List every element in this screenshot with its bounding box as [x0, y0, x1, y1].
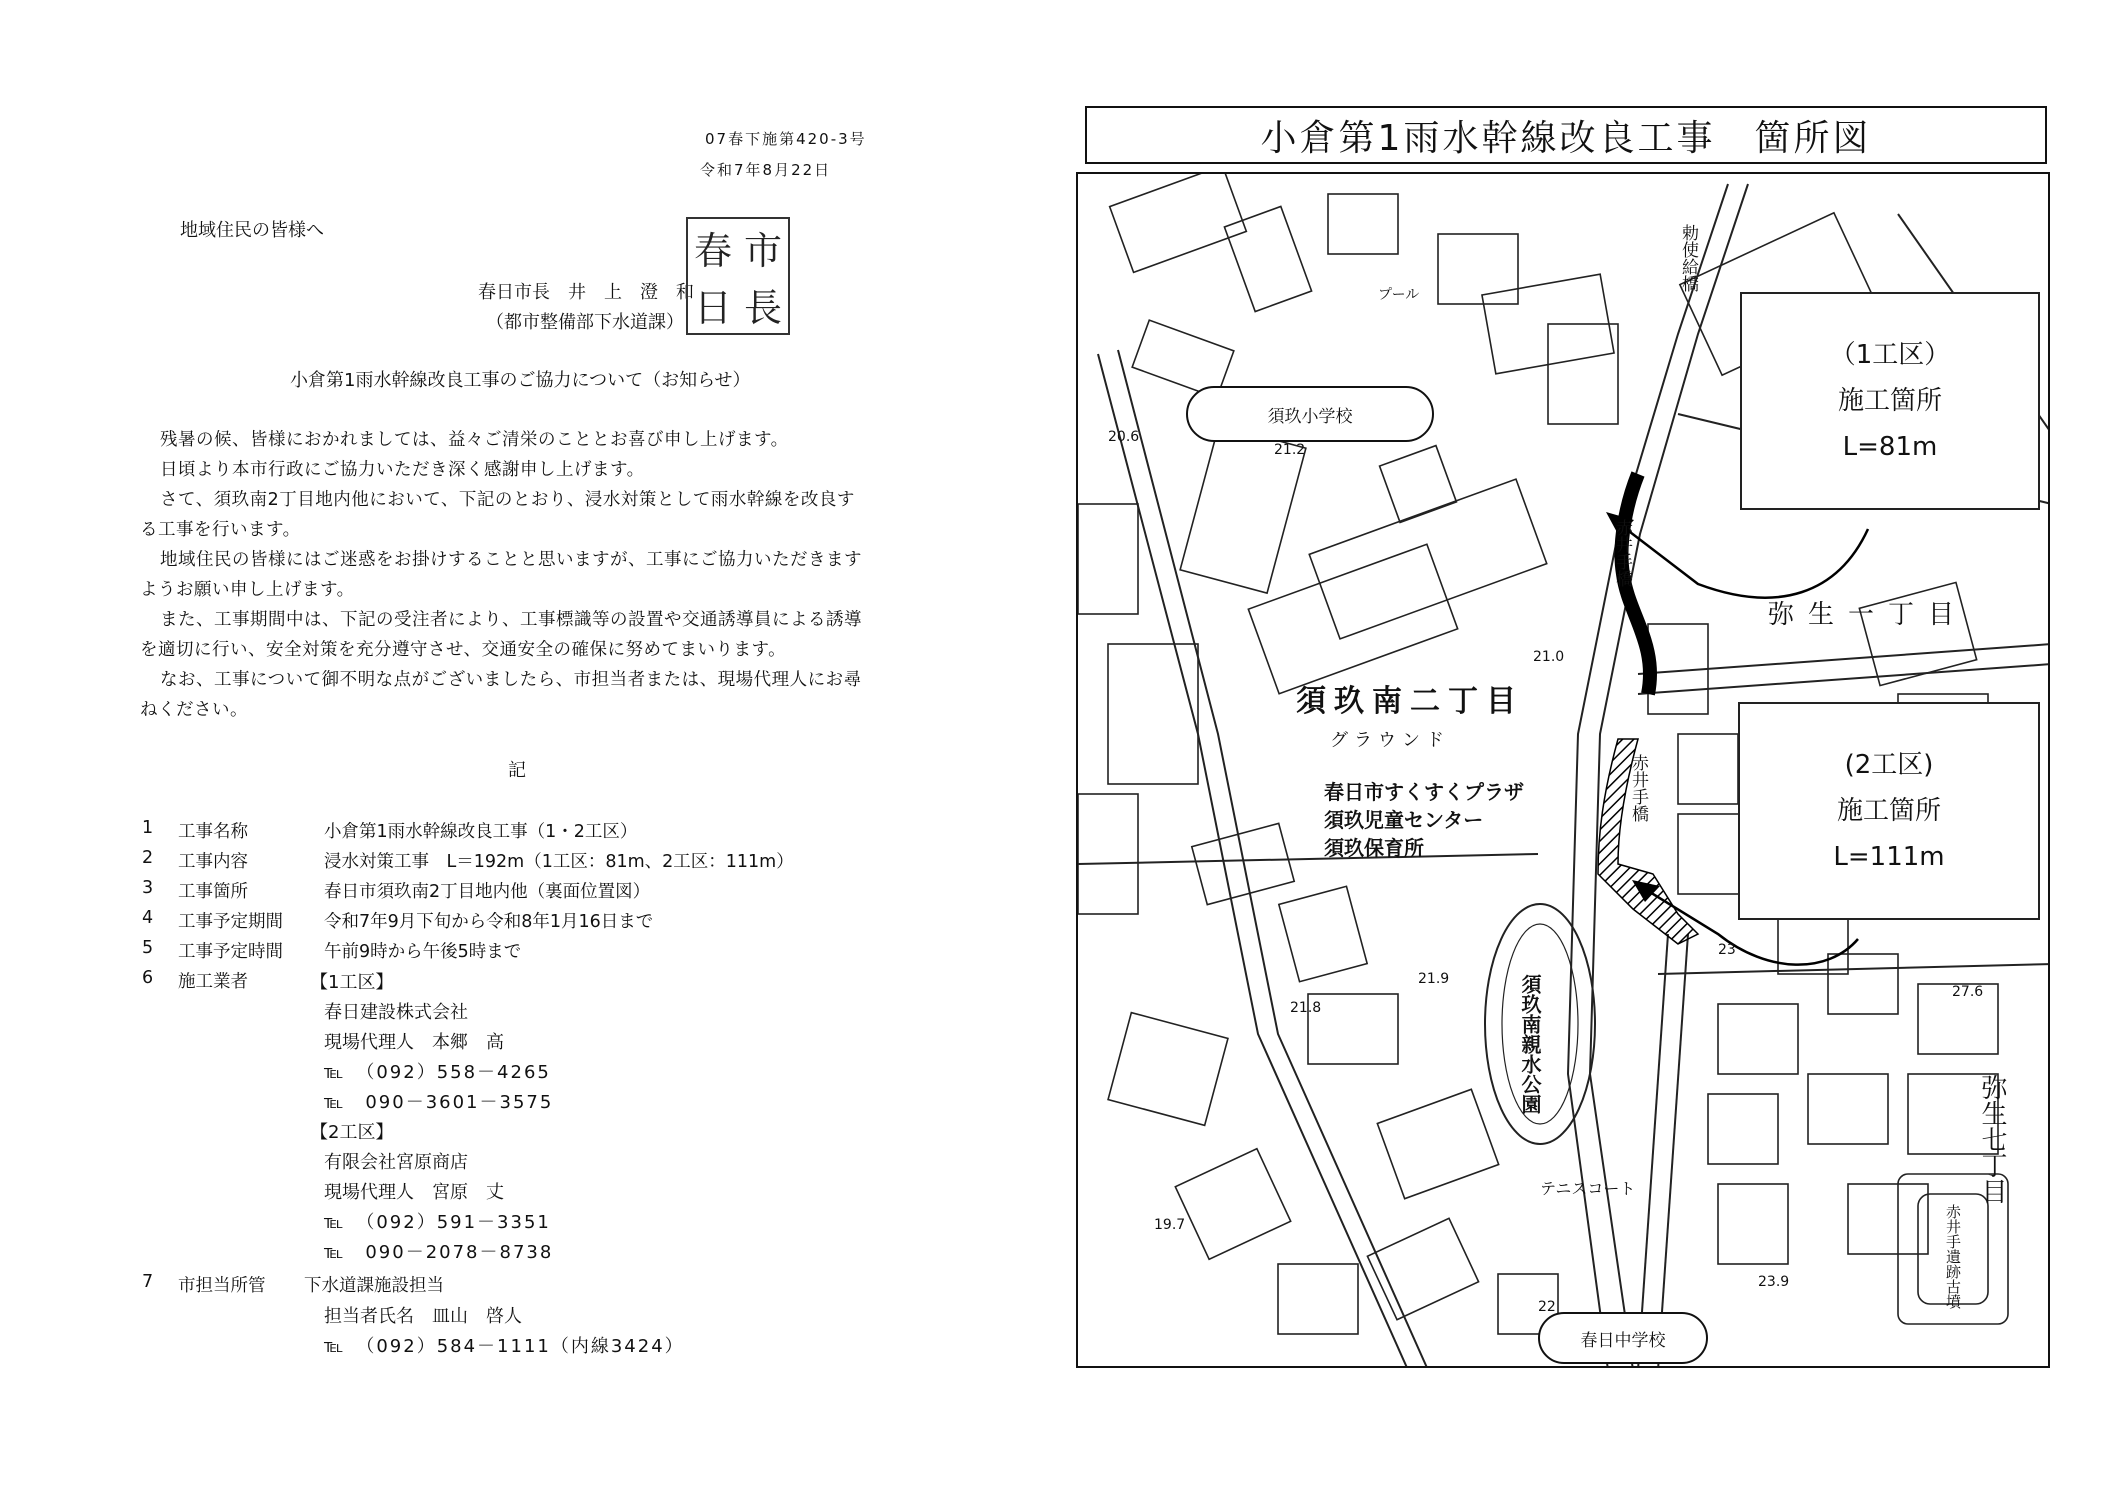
paragraph: 地域住民の皆様にはご迷惑をお掛けすることと思いますが、工事にご協力いただきます [160, 550, 862, 570]
notice-document: 07春下施第420-3号 令和7年8月22日 地域住民の皆様へ 春日市長 井 上 澄 和 （都市整備部下水道課） 春 市 日 長 小倉第1雨水幹線改良工事のご協力について（お知らせ） 残暑の候、皆様におかれましては、益々ご清栄のこととお喜び申し上げます。 日頃より本市行政にご協力いただき深く感謝申し上げます。 さて、須玖南2丁目地内他において、下記のとおり、浸水対策として雨水幹線を改良す る工事を行います。 地域住民の皆様にはご迷惑をお掛けすることと思いますが、工事にご協力いただきます ようお願い申し上げます。 また、工事期間中は、下記の受注者により、工事標識等の設置や交通誘導員による誘導 を適切に行い、安全対策を充分遵守させ、交通安全の確保に努めてまいります。 なお、工事について御不明な点がございましたら、市担当者または、現場代理人にお尋 ねください。 記 1 工事名称 小倉第1雨水幹線改良工事（1・2工区） 2 工事内容 浸水対策工事 L＝192m（1工区：81m、2工区：111m） 3 工事箇所 春日市須玖南2丁目地内他（裏面位置図） 4 工事予定期間 令和7年9月下旬から令和8年1月16日まで 5 工事予定時間 午前9時から午後5時まで 6 施工業者 【1工区】 春日建設株式会社 現場代理人 本郷 高 ℡ （092）558－4265 ℡ 090－3601－3575 【2工区】 有限会社宮原商店 現場代理人 宮原 丈 ℡ （092）591－3351 ℡ 090－2078－8738 7 市担当所管 下水道課施設担当 担当者氏名 皿山 啓人 ℡ （092）584－1111（内線3424） [140, 130, 867, 1357]
paragraph: 日頃より本市行政にご協力いただき深く感謝申し上げます。 [160, 460, 645, 480]
doc-number: 07春下施第420-3号 [705, 130, 867, 148]
contractor-tel: ℡ 090－3601－3575 [324, 1092, 554, 1113]
facility-label: 須玖児童センター [1324, 808, 1484, 832]
sender-name: 春日市長 井 上 澄 和 [478, 282, 694, 303]
zone1-info-box [1740, 292, 2040, 510]
addressee: 地域住民の皆様へ [180, 220, 324, 241]
district-label: 須玖南二丁目 [1296, 684, 1524, 719]
elevation-label: 23 [1718, 942, 1736, 958]
bridge-label: 赤井手橋 [1628, 754, 1648, 822]
notice-title: 小倉第1雨水幹線改良工事のご協力について（お知らせ） [290, 370, 751, 391]
paragraph: を適切に行い、安全対策を充分遵守させ、交通安全の確保に努めてまいります。 [140, 640, 787, 660]
bridge-label: 赤井手橋 [1612, 519, 1632, 587]
elevation-label: 27.6 [1952, 984, 1984, 1000]
facility-label: 須玖保育所 [1324, 836, 1424, 860]
elevation-label: 21.8 [1290, 1000, 1322, 1016]
map-title: 小倉第1雨水幹線改良工事 箇所図 [1085, 106, 2047, 164]
middle-school-label: 春日中学校 [1538, 1312, 1708, 1364]
paragraph: さて、須玖南2丁目地内他において、下記のとおり、浸水対策として雨水幹線を改良す [160, 490, 855, 510]
elevation-label: 21.0 [1533, 649, 1565, 665]
contractor-zone: 【1工区】 [310, 972, 394, 993]
zone2-length: L=111m [1833, 842, 1945, 872]
paragraph: なお、工事について御不明な点がございましたら、市担当者または、現場代理人にお尋 [160, 670, 862, 690]
contact-person: 担当者氏名 皿山 啓人 [324, 1306, 522, 1327]
elevation-label: 20.6 [1108, 429, 1140, 445]
doc-date: 令和7年8月22日 [700, 161, 832, 179]
zone1-length: L=81m [1842, 432, 1938, 462]
ground-label: グラウンド [1330, 730, 1450, 751]
ki-heading: 記 [508, 760, 526, 781]
kofun-label: 赤井手遺跡古墳 [1944, 1204, 1962, 1309]
official-seal: 春 市 日 長 [686, 217, 790, 335]
paragraph: ねください。 [140, 700, 248, 720]
elevation-label: 23.9 [1758, 1274, 1790, 1290]
contractor-zone: 【2工区】 [310, 1122, 394, 1143]
school-label: 須玖小学校 [1186, 386, 1434, 442]
elevation-label: 22 [1538, 1299, 1556, 1315]
pool-label: プール [1378, 287, 1420, 303]
zone2-label: 施工箇所 [1836, 796, 1941, 826]
contractor-company: 有限会社宮原商店 [324, 1152, 468, 1173]
zone2-name: (2工区) [1844, 750, 1934, 780]
contractor-agent: 現場代理人 本郷 高 [324, 1032, 504, 1053]
paragraph: ようお願い申し上げます。 [140, 580, 355, 600]
zone1-label: 施工箇所 [1837, 386, 1942, 416]
facility-label: 春日市すくすくプラザ [1324, 780, 1524, 804]
contact-tel: ℡ （092）584－1111（内線3424） [324, 1336, 685, 1357]
paragraph: また、工事期間中は、下記の受注者により、工事標識等の設置や交通誘導員による誘導 [160, 610, 862, 630]
bridge-label: 勅使給橋 [1678, 224, 1698, 292]
yayoi2-label: 弥生七丁目 [1977, 1074, 2007, 1204]
elevation-label: 19.7 [1154, 1217, 1186, 1233]
contractor-tel: ℡ （092）558－4265 [324, 1062, 551, 1083]
contractor-tel: ℡ （092）591－3351 [324, 1212, 551, 1233]
contractor-agent: 現場代理人 宮原 丈 [324, 1182, 504, 1203]
paragraph: 残暑の候、皆様におかれましては、益々ご清栄のこととお喜び申し上げます。 [160, 430, 789, 450]
park-label: 須玖南親水公園 [1518, 974, 1542, 1114]
zone1-name: （1工区） [1829, 340, 1951, 370]
elevation-label: 21.9 [1418, 971, 1450, 987]
contractor-company: 春日建設株式会社 [324, 1002, 468, 1023]
location-map [1076, 172, 2050, 1368]
contractor-tel: ℡ 090－2078－8738 [324, 1242, 554, 1263]
paragraph: る工事を行います。 [140, 520, 301, 540]
elevation-label: 21.2 [1274, 442, 1306, 458]
yayoi1-label: 弥生一丁目 [1768, 600, 1969, 630]
sender-department: （都市整備部下水道課） [486, 312, 684, 333]
zone2-info-box [1738, 702, 2040, 920]
tennis-label: テニスコート [1540, 1179, 1636, 1198]
